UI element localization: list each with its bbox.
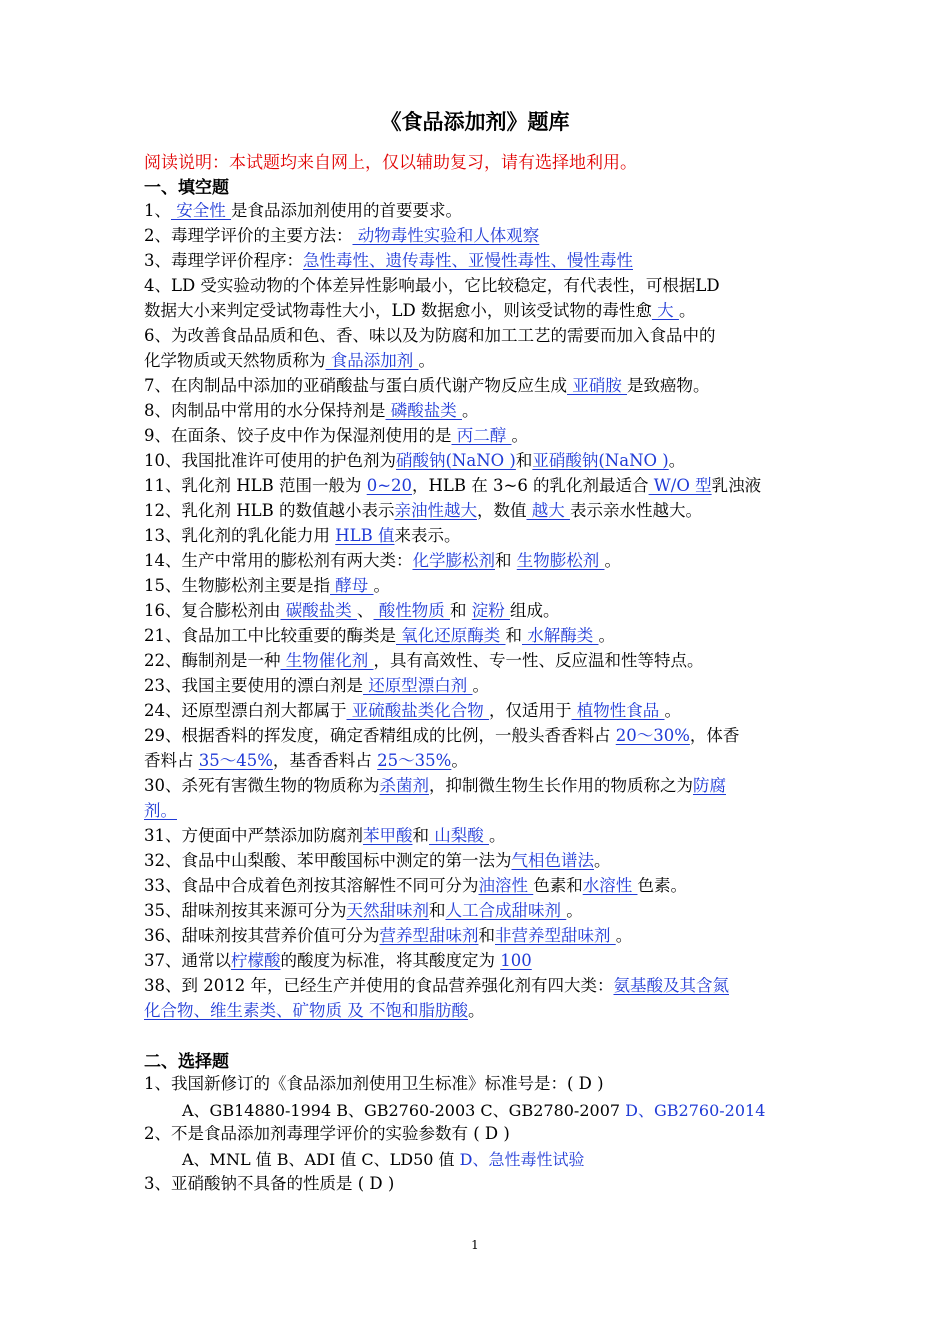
answer: 非营养型甜味剂 <box>495 926 616 945</box>
choice-question-3: 3、亚硝酸钠不具备的性质是 ( D ) <box>144 1174 395 1193</box>
answer: 亚硝胺 <box>567 376 627 395</box>
answer: 动物毒性实验和人体观察 <box>352 226 540 245</box>
answer: 柠檬酸 <box>231 951 281 970</box>
answer: 亚硫酸盐类化合物 <box>346 701 489 720</box>
question-31: 31、方便面中严禁添加防腐剂苯甲酸和 山梨酸 。 <box>144 826 506 845</box>
answer: 20～30% <box>615 726 690 745</box>
section-heading-multiple-choice: 二、选择题 <box>144 1052 229 1072</box>
question-13: 13、乳化剂的乳化能力用 HLB 值来表示。 <box>144 526 461 545</box>
answer: 淀粉 <box>471 601 510 620</box>
answer: 丙二醇 <box>451 426 512 445</box>
answer: 水溶性 <box>582 876 638 895</box>
question-10: 10、我国批准许可使用的护色剂为硝酸钠(NaNO )和亚硝酸钠(NaNO )。 <box>144 451 686 470</box>
answer: 化合物、维生素类、矿物质 及 不饱和脂肪酸 <box>144 1001 468 1020</box>
answer: 防腐 <box>693 776 726 795</box>
page-number: 1 <box>471 1238 479 1252</box>
answer: 大 <box>651 301 679 320</box>
question-22: 22、酶制剂是一种 生物催化剂 ，具有高效性、专一性、反应温和性等特点。 <box>144 651 704 670</box>
choice-question-2: 2、不是食品添加剂毒理学评价的实验参数有 ( D ) <box>144 1124 510 1143</box>
question-4-cont: 数据大小来判定受试物毒性大小，LD 数据愈小，则该受试物的毒性愈 大 。 <box>144 301 696 320</box>
question-37: 37、通常以柠檬酸的酸度为标准，将其酸度定为 100 <box>144 951 532 970</box>
question-6: 6、为改善食品品质和色、香、味以及为防腐和加工工艺的需要而加入食品中的 <box>144 326 716 345</box>
answer: 杀菌剂 <box>379 776 429 795</box>
question-24: 24、还原型漂白剂大都属于 亚硫酸盐类化合物 ，仅适用于 植物性食品 。 <box>144 701 681 720</box>
answer: 气相色谱法 <box>511 851 594 870</box>
choice-options-2: A、MNL 值 B、ADI 值 C、LD50 值 D、急性毒性试验 <box>182 1150 585 1169</box>
question-32: 32、食品中山梨酸、苯甲酸国标中测定的第一法为气相色谱法。 <box>144 851 611 870</box>
answer: 生物膨松剂 <box>516 551 605 570</box>
answer: 0~20 <box>366 476 413 495</box>
answer: HLB 值 <box>335 526 395 545</box>
question-29: 29、根据香料的挥发度，确定香精组成的比例，一般头香香料占 20～30%，体香 <box>144 726 740 745</box>
answer: 酵母 <box>330 576 374 595</box>
answer: 天然甜味剂 <box>346 901 429 920</box>
choice-question-1: 1、我国新修订的《食品添加剂使用卫生标准》标准号是：( D ) <box>144 1074 604 1093</box>
question-29-cont: 香料占 35～45%，基香香料占 25～35%。 <box>144 751 468 770</box>
question-9: 9、在面条、饺子皮中作为保湿剂使用的是 丙二醇 。 <box>144 426 528 445</box>
question-30-cont <box>144 799 812 824</box>
answer: 食品添加剂 <box>325 351 419 370</box>
question-30: 30、杀死有害微生物的物质称为杀菌剂，抑制微生物生长作用的物质称之为防腐 <box>144 776 726 795</box>
question-14: 14、生产中常用的膨松剂有两大类：化学膨松剂和 生物膨松剂 。 <box>144 551 621 570</box>
answer: 25～35% <box>377 751 452 770</box>
answer: 磷酸盐类 <box>385 401 462 420</box>
question-36: 36、甜味剂按其营养价值可分为营养型甜味剂和非营养型甜味剂 。 <box>144 926 633 945</box>
answer: 35～45% <box>198 751 273 770</box>
answer: 硝酸钠(NaNO ) <box>396 451 516 470</box>
question-33: 33、食品中合成着色剂按其溶解性不同可分为油溶性 色素和水溶性 色素。 <box>144 876 687 895</box>
answer: 亲油性越大 <box>394 501 477 520</box>
document-title: 《食品添加剂》题库 <box>380 109 570 134</box>
answer: 安全性 <box>171 201 231 220</box>
answer: 氧化还原酶类 <box>396 626 506 645</box>
answer: 剂。 <box>144 801 177 820</box>
question-1: 1、 安全性 是食品添加剂使用的首要要求。 <box>144 201 462 220</box>
answer: 生物催化剂 <box>280 651 374 670</box>
answer: 100 <box>500 951 532 970</box>
question-38-cont: 化合物、维生素类、矿物质 及 不饱和脂肪酸。 <box>144 1001 485 1020</box>
answer: 化学膨松剂 <box>412 551 495 570</box>
answer: 酸性物质 <box>373 601 450 620</box>
answer: 亚硝酸钠(NaNO ) <box>532 451 669 470</box>
question-8: 8、肉制品中常用的水分保持剂是 磷酸盐类 。 <box>144 401 479 420</box>
question-4: 4、LD 受实验动物的个体差异性影响最小，它比较稳定，有代表性，可根据LD <box>144 276 720 295</box>
answer: W/O 型 <box>648 476 712 495</box>
answer: 营养型甜味剂 <box>379 926 479 945</box>
question-23: 23、我国主要使用的漂白剂是 还原型漂白剂 。 <box>144 676 489 695</box>
answer: 还原型漂白剂 <box>363 676 473 695</box>
answer: 急性毒性、遗传毒性、亚慢性毒性、慢性毒性 <box>303 251 633 270</box>
answer: 油溶性 <box>478 876 534 895</box>
question-21: 21、食品加工中比较重要的酶类是 氧化还原酶类 和 水解酶类 。 <box>144 626 615 645</box>
question-7: 7、在肉制品中添加的亚硝酸盐与蛋白质代谢产物反应生成 亚硝胺 是致癌物。 <box>144 376 710 395</box>
answer: 人工合成甜味剂 <box>445 901 567 920</box>
question-38: 38、到 2012 年，已经生产并使用的食品营养强化剂有四大类：氨基酸及其含氮 <box>144 976 729 995</box>
section-heading-fill-blank: 一、填空题 <box>144 178 229 198</box>
answer: 水解酶类 <box>522 626 599 645</box>
correct-option: D、GB2760-2014 <box>625 1101 766 1120</box>
answer: 碳酸盐类 <box>280 601 357 620</box>
question-2: 2、毒理学评价的主要方法： 动物毒性实验和人体观察 <box>144 226 540 245</box>
question-3: 3、毒理学评价程序：急性毒性、遗传毒性、亚慢性毒性、慢性毒性 <box>144 251 633 270</box>
question-15: 15、生物膨松剂主要是指 酵母 。 <box>144 576 390 595</box>
answer: 苯甲酸 <box>363 826 413 845</box>
question-11: 11、乳化剂 HLB 范围一般为 0~20，HLB 在 3~6 的乳化剂最适合 W/O 型乳浊液 <box>144 476 762 495</box>
question-12: 12、乳化剂 HLB 的数值越小表示亲油性越大，数值 越大 表示亲水性越大。 <box>144 501 702 520</box>
answer: 氨基酸及其含氮 <box>613 976 729 995</box>
question-16: 16、复合膨松剂由 碳酸盐类 、 酸性物质 和 淀粉 组成。 <box>144 601 560 620</box>
answer: 植物性食品 <box>571 701 665 720</box>
reading-notice: 阅读说明：本试题均来自网上，仅以辅助复习，请有选择地利用。 <box>144 153 637 173</box>
question-6-cont: 化学物质或天然物质称为 食品添加剂 。 <box>144 351 435 370</box>
choice-options-1: A、GB14880-1994 B、GB2760-2003 C、GB2780-2007 D、GB2760-2014 <box>182 1101 766 1120</box>
correct-option: D、急性毒性试验 <box>459 1150 585 1169</box>
answer: 越大 <box>526 501 570 520</box>
question-35: 35、甜味剂按其来源可分为天然甜味剂和人工合成甜味剂 。 <box>144 901 583 920</box>
answer: 山梨酸 <box>429 826 489 845</box>
